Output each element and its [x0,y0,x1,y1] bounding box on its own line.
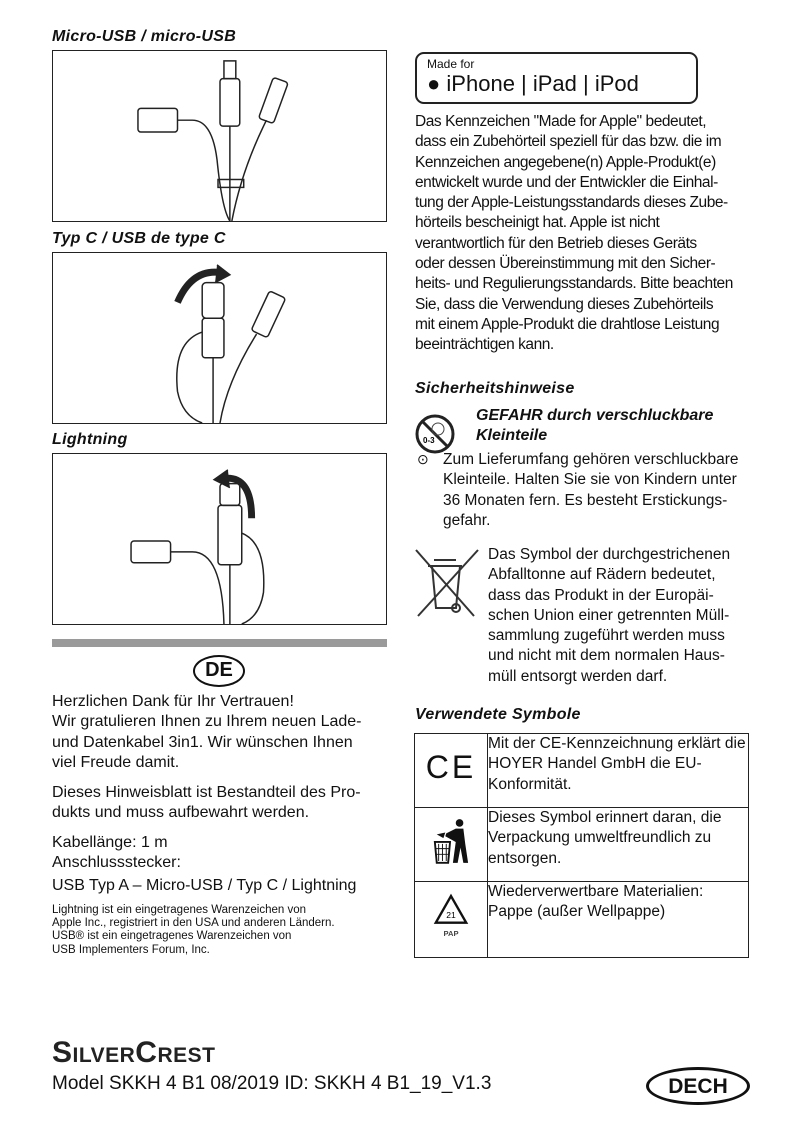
intro-text [52,692,362,773]
table-row [415,808,749,882]
text-line: oder dessen Übereinstimmung mit den Sicher- [415,255,716,273]
text-line: und Datenkabel 3in1. Wir wünschen Ihnen [52,733,353,751]
made-for-apple-logo [415,52,698,104]
devices-label: iPhone | iPad | iPod [446,71,639,96]
safety-heading: Sicherheitshinweise [415,380,575,397]
type-c-cable-illustration [52,252,387,424]
text-line: Abfalltonne auf Rädern bedeutet, [488,566,716,584]
text-line: 36 Monaten fern. Es besteht Erstickungs- [443,491,728,509]
text-line: gefahr. [443,511,491,529]
text-line: Anschlussstecker: [52,854,181,872]
tidyman-icon [415,808,488,882]
text-line: Kleinteile. Halten Sie sie von Kindern unter [443,471,737,489]
text-line: dukts und muss aufbewahrt werden. [52,804,310,822]
text-line: Apple Inc., registriert in den USA und anderen Ländern. [52,917,335,930]
text-line: Das Symbol der durchgestrichenen [488,546,731,563]
text-line: Kennzeichen angegebene(n) Apple-Produkt(e) [415,153,716,171]
text-line: mit einem Apple-Produkt die drahtlose Leistung [415,315,720,333]
text-line: Herzlichen Dank für Ihr Vertrauen! [52,693,294,710]
text-line: heits- und Regulierungsstandards. Bitte beachten [415,275,733,293]
choking-hazard-icon [414,413,456,455]
model-info: Model SKKH 4 B1 08/2019 ID: SKKH 4 B1_19_V1.3 [52,1073,492,1094]
text-line: dass ein Zubehörteil speziell für das bzw. die im [415,133,722,151]
text-line: müll entsorgt werden darf. [488,667,668,685]
danger-heading [476,406,713,446]
text-line: und nicht mit dem normalen Haus- [488,647,725,665]
trademark-text [52,904,335,957]
text-line: viel Freude damit. [52,753,180,771]
bullet-icon: ⊙ [417,451,429,467]
table-row [415,734,749,808]
text-line: USB Typ A – Micro-USB / Typ C / Lightning [52,876,357,894]
text-line: tung der Apple-Leistungsstandards dieses Zube- [415,194,728,212]
silvercrest-logo: SilverCrest [52,1036,216,1069]
symbol-description: Wiederverwertbare Materialien: Pappe (außer Wellpappe) [488,882,749,958]
danger-text [443,450,739,531]
weee-text [488,545,730,687]
micro-usb-cable-illustration [52,50,387,222]
lightning-cable-illustration [52,453,387,625]
text-line: USB® ist ein eingetragenes Warenzeichen von [52,930,292,943]
symbol-description: Mit der CE-Kennzeichnung erklärt die HOYER Handel GmbH die EU-Konformität. [488,734,749,808]
section-heading-type-c: Typ C / USB de type C [52,230,226,247]
text-line: dass das Produkt in der Europäi- [488,586,714,604]
text-line: schen Union einer getrennten Müll- [488,606,730,624]
text-line: beeinträchtigen kann. [415,336,554,354]
apple-icon: ● [427,71,441,96]
text-line: sammlung zugeführt werden muss [488,627,725,645]
section-heading-lightning: Lightning [52,431,128,448]
symbols-table [414,733,749,958]
symbols-heading: Verwendete Symbole [415,706,581,723]
made-for-label: Made for [427,57,475,71]
recycling-pap-icon [415,882,488,958]
text-line: Lightning ist ein eingetragenes Warenzeichen von [52,904,307,916]
crossed-out-bin-icon [414,548,480,618]
text-line: entwickelt wurde und der Entwickler die Einhal- [415,173,718,191]
text-line: Zum Lieferumfang gehören verschluckbare [443,451,739,468]
text-line: GEFAHR durch verschluckbare [476,407,714,424]
specs-text [52,833,356,896]
text-line: Kabellänge: 1 m [52,834,168,851]
text-line: Sie, dass die Verwendung dieses Zubehörteils [415,295,714,313]
svg-text:21: 21 [446,910,456,921]
text-line: hörteils bescheinigt hat. Apple ist nicht [415,214,660,232]
info-text [52,783,361,824]
section-heading-micro-usb: Micro-USB / micro-USB [52,28,237,45]
text-line: Kleinteile [476,427,548,444]
divider-bar [52,639,387,647]
apple-text [415,112,733,356]
language-badge: DE [193,655,245,687]
text-line: USB Implementers Forum, Inc. [52,943,210,956]
text-line: Dieses Hinweisblatt ist Bestandteil des Pro- [52,784,361,801]
ce-mark-icon: CE [415,734,488,808]
symbol-description: Dieses Symbol erinnert daran, die Verpackung umweltfreundlich zu entsorgen. [488,808,749,882]
text-line: Wir gratulieren Ihnen zu Ihrem neuen Lade- [52,713,362,731]
table-row [415,882,749,958]
text-line: Das Kennzeichen "Made for Apple" bedeutet, [415,113,707,130]
svg-text:0-3: 0-3 [423,436,435,445]
text-line: verantwortlich für den Betrieb dieses Geräts [415,234,697,252]
svg-text:PAP: PAP [443,929,459,939]
country-badge: DECH [646,1067,750,1105]
